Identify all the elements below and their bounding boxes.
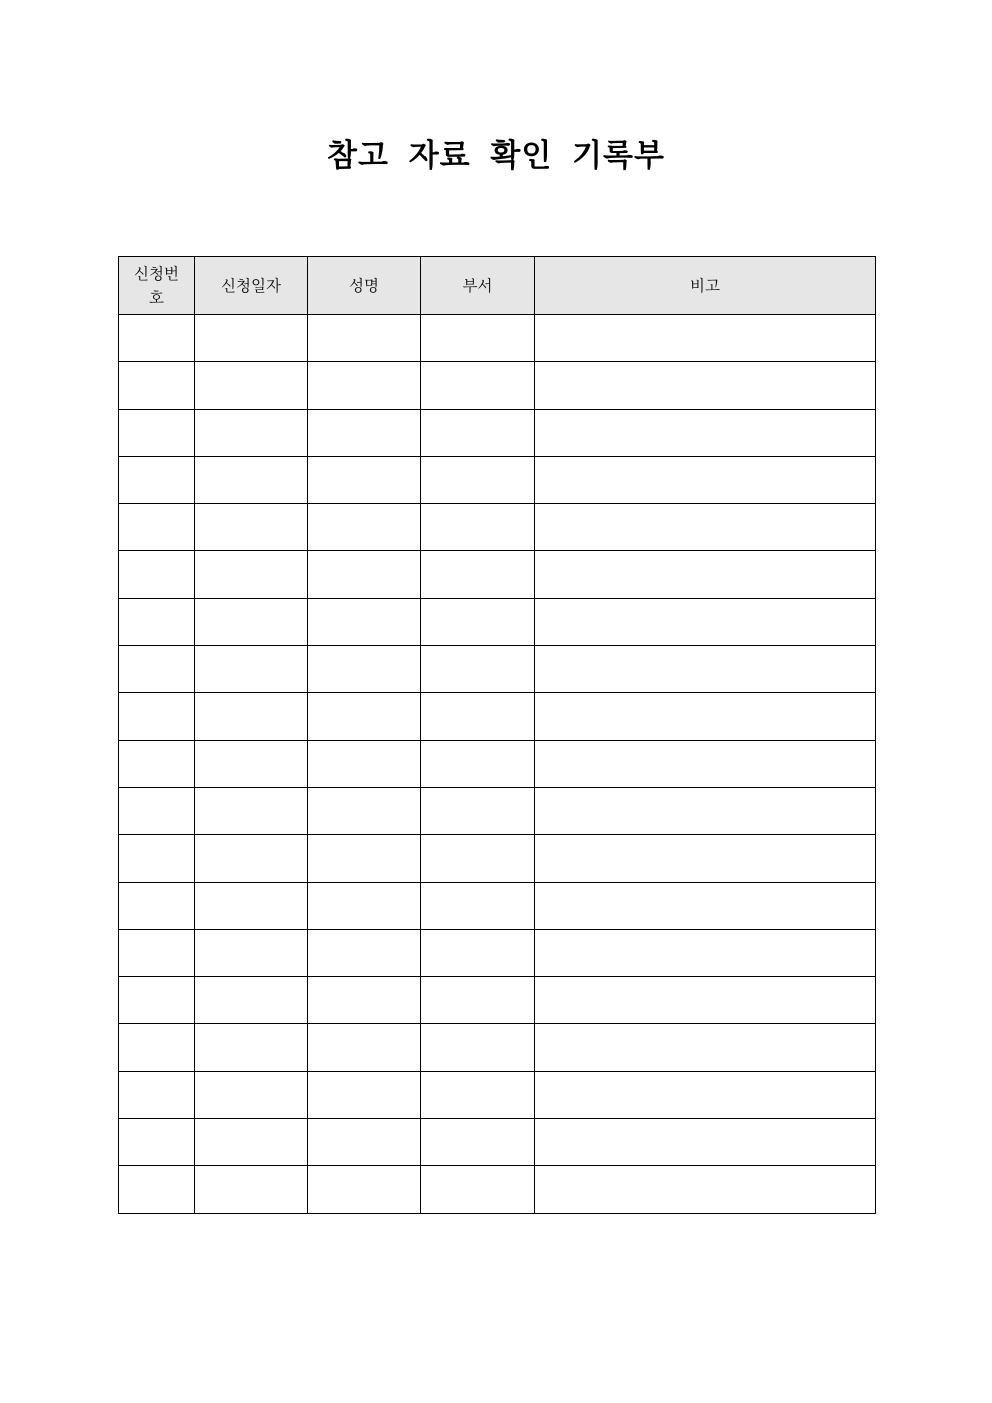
table-cell-department[interactable]: [421, 1166, 535, 1213]
table-cell-name[interactable]: [308, 1024, 421, 1071]
table-row: [119, 977, 876, 1024]
table-cell-request-date[interactable]: [195, 598, 308, 645]
column-header-label: 신청번호: [134, 264, 179, 307]
table-cell-request-date[interactable]: [195, 1024, 308, 1071]
table-cell-remarks[interactable]: [535, 598, 876, 645]
table-cell-request-no[interactable]: [119, 456, 195, 503]
table-cell-remarks[interactable]: [535, 409, 876, 456]
table-cell-name[interactable]: [308, 929, 421, 976]
table-cell-request-date[interactable]: [195, 787, 308, 834]
table-cell-request-date[interactable]: [195, 1071, 308, 1118]
table-cell-name[interactable]: [308, 409, 421, 456]
table-row: [119, 929, 876, 976]
table-cell-name[interactable]: [308, 787, 421, 834]
table-cell-request-no[interactable]: [119, 362, 195, 409]
table-cell-remarks[interactable]: [535, 740, 876, 787]
table-cell-request-no[interactable]: [119, 504, 195, 551]
table-cell-name[interactable]: [308, 740, 421, 787]
table-cell-request-date[interactable]: [195, 551, 308, 598]
table-cell-name[interactable]: [308, 882, 421, 929]
table-cell-request-no[interactable]: [119, 1119, 195, 1166]
table-cell-name[interactable]: [308, 693, 421, 740]
table-row: [119, 1024, 876, 1071]
table-cell-department[interactable]: [421, 1024, 535, 1071]
table-cell-remarks[interactable]: [535, 315, 876, 362]
table-cell-request-date[interactable]: [195, 646, 308, 693]
table-cell-department[interactable]: [421, 693, 535, 740]
table-cell-name[interactable]: [308, 362, 421, 409]
table-cell-remarks[interactable]: [535, 1166, 876, 1213]
table-row: [119, 1119, 876, 1166]
table-cell-remarks[interactable]: [535, 929, 876, 976]
table-cell-remarks[interactable]: [535, 362, 876, 409]
table-cell-request-no[interactable]: [119, 693, 195, 740]
table-cell-request-date[interactable]: [195, 740, 308, 787]
table-row: [119, 835, 876, 882]
table-row: [119, 693, 876, 740]
table-cell-name[interactable]: [308, 1166, 421, 1213]
table-cell-department[interactable]: [421, 929, 535, 976]
table-cell-remarks[interactable]: [535, 646, 876, 693]
table-cell-department[interactable]: [421, 598, 535, 645]
table-cell-name[interactable]: [308, 551, 421, 598]
table-cell-name[interactable]: [308, 598, 421, 645]
document-title: 참고 자료 확인 기록부: [327, 138, 665, 174]
table-cell-request-no[interactable]: [119, 646, 195, 693]
table-cell-request-date[interactable]: [195, 977, 308, 1024]
table-cell-remarks[interactable]: [535, 882, 876, 929]
table-cell-department[interactable]: [421, 646, 535, 693]
table-cell-department[interactable]: [421, 315, 535, 362]
table-cell-request-no[interactable]: [119, 598, 195, 645]
table-cell-request-date[interactable]: [195, 1166, 308, 1213]
table-cell-remarks[interactable]: [535, 977, 876, 1024]
table-cell-request-no[interactable]: [119, 929, 195, 976]
table-row: [119, 551, 876, 598]
table-cell-request-no[interactable]: [119, 1071, 195, 1118]
table-cell-request-no[interactable]: [119, 1166, 195, 1213]
table-cell-name[interactable]: [308, 1071, 421, 1118]
table-cell-request-date[interactable]: [195, 456, 308, 503]
table-row: [119, 1166, 876, 1213]
table-row: [119, 456, 876, 503]
column-header-request-date: 신청일자: [195, 257, 308, 315]
table-cell-remarks[interactable]: [535, 504, 876, 551]
table-row: [119, 882, 876, 929]
table-cell-request-date[interactable]: [195, 835, 308, 882]
table-cell-remarks[interactable]: [535, 835, 876, 882]
column-header-remarks: 비고: [535, 257, 876, 315]
table-cell-request-no[interactable]: [119, 835, 195, 882]
table-cell-department[interactable]: [421, 409, 535, 456]
table-cell-request-date[interactable]: [195, 693, 308, 740]
table-cell-remarks[interactable]: [535, 1071, 876, 1118]
table-row: [119, 504, 876, 551]
table-cell-request-no[interactable]: [119, 977, 195, 1024]
table-row: [119, 362, 876, 409]
table-cell-name[interactable]: [308, 835, 421, 882]
table-cell-remarks[interactable]: [535, 1024, 876, 1071]
table-cell-name[interactable]: [308, 977, 421, 1024]
table-cell-request-date[interactable]: [195, 409, 308, 456]
table-cell-remarks[interactable]: [535, 456, 876, 503]
table-cell-request-no[interactable]: [119, 1024, 195, 1071]
table-cell-request-date[interactable]: [195, 504, 308, 551]
table-cell-request-no[interactable]: [119, 787, 195, 834]
table-row: [119, 598, 876, 645]
table-cell-request-date[interactable]: [195, 315, 308, 362]
table-row: [119, 740, 876, 787]
table-cell-remarks[interactable]: [535, 787, 876, 834]
table-row: [119, 1071, 876, 1118]
table-cell-name[interactable]: [308, 1119, 421, 1166]
table-cell-department[interactable]: [421, 504, 535, 551]
table-cell-request-date[interactable]: [195, 929, 308, 976]
table-cell-department[interactable]: [421, 835, 535, 882]
table-cell-request-no[interactable]: [119, 882, 195, 929]
table-cell-remarks[interactable]: [535, 551, 876, 598]
table-cell-request-no[interactable]: [119, 315, 195, 362]
table-cell-department[interactable]: [421, 1119, 535, 1166]
table-cell-department[interactable]: [421, 787, 535, 834]
column-header-department: 부서: [421, 257, 535, 315]
table-cell-department[interactable]: [421, 1071, 535, 1118]
table-cell-remarks[interactable]: [535, 693, 876, 740]
record-table: [118, 256, 876, 1214]
table-body: [119, 315, 876, 1214]
table-cell-request-no[interactable]: [119, 740, 195, 787]
column-header-request-no: [119, 257, 195, 315]
table-row: [119, 315, 876, 362]
table-cell-department[interactable]: [421, 362, 535, 409]
table-cell-department[interactable]: [421, 551, 535, 598]
table-cell-request-no[interactable]: [119, 551, 195, 598]
table-cell-name[interactable]: [308, 315, 421, 362]
column-header-name: 성명: [308, 257, 421, 315]
table-cell-request-no[interactable]: [119, 409, 195, 456]
table-row: [119, 409, 876, 456]
table-row: [119, 787, 876, 834]
table-cell-request-date[interactable]: [195, 362, 308, 409]
table-row: [119, 646, 876, 693]
table-cell-department[interactable]: [421, 977, 535, 1024]
table-cell-name[interactable]: [308, 646, 421, 693]
table-cell-remarks[interactable]: [535, 1119, 876, 1166]
table-cell-name[interactable]: [308, 504, 421, 551]
table-cell-department[interactable]: [421, 882, 535, 929]
table-cell-request-date[interactable]: [195, 882, 308, 929]
table-cell-department[interactable]: [421, 740, 535, 787]
table-cell-department[interactable]: [421, 456, 535, 503]
table-cell-request-date[interactable]: [195, 1119, 308, 1166]
table-cell-name[interactable]: [308, 456, 421, 503]
table-header-row: [119, 257, 876, 315]
